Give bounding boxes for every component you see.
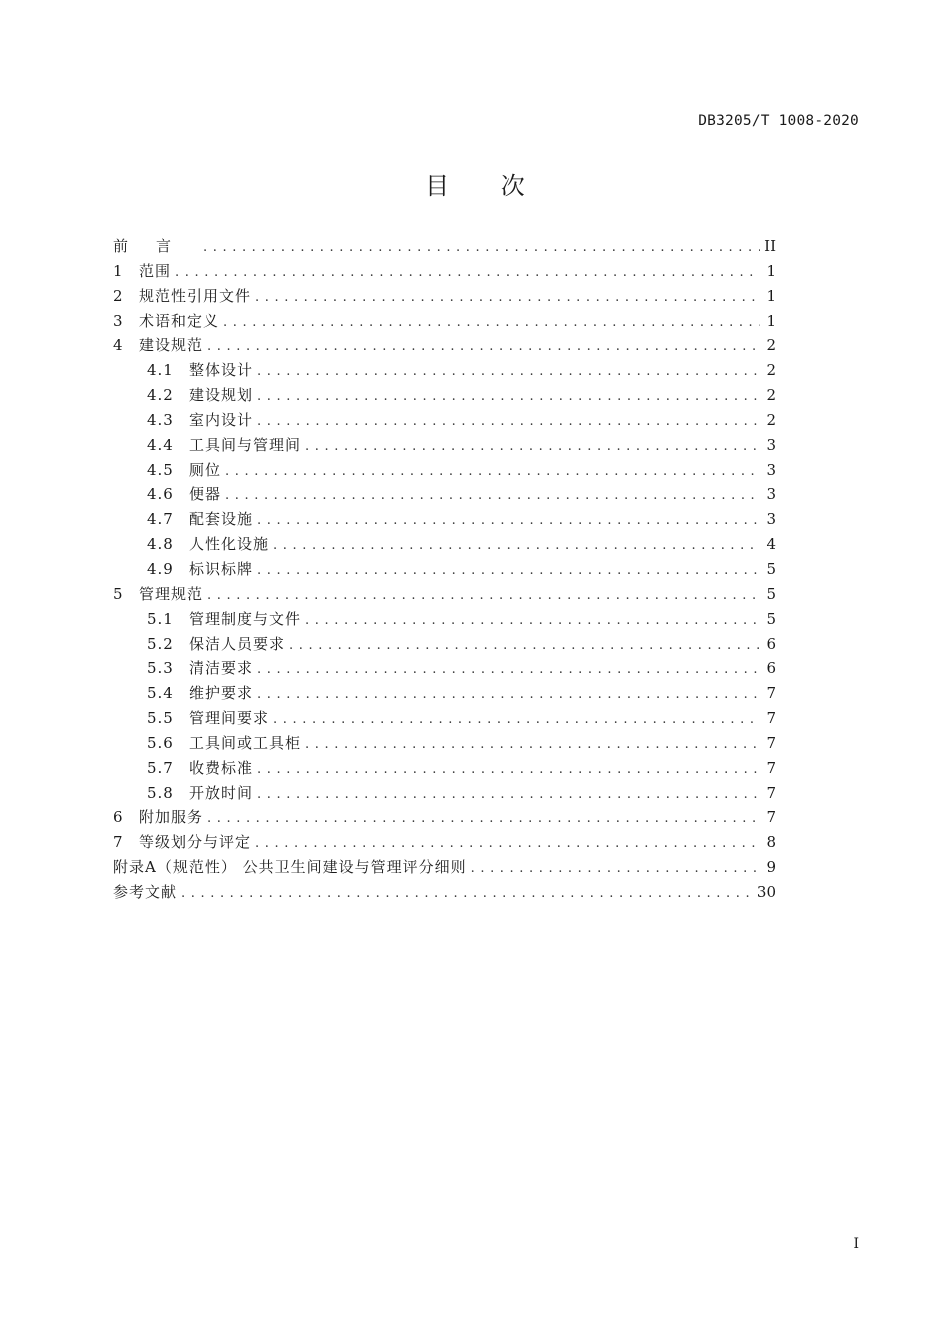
- page-title: 目 次: [425, 172, 547, 200]
- toc-entry-label: 范围: [139, 261, 172, 280]
- toc-entry-page: 8: [766, 833, 776, 852]
- toc-entry-page: 6: [766, 634, 776, 653]
- dot-leader: [257, 410, 760, 435]
- dot-leader: [255, 832, 760, 857]
- toc-entry-number: 4.1: [147, 361, 174, 380]
- toc-entry[interactable]: [113, 582, 776, 607]
- toc-entry[interactable]: [113, 781, 776, 806]
- toc-entry-label: 管理制度与文件: [189, 609, 302, 628]
- toc-entry[interactable]: [113, 805, 776, 830]
- dot-leader: [273, 534, 760, 559]
- table-of-contents: [113, 234, 776, 905]
- toc-entry-page: 7: [766, 758, 776, 777]
- toc-entry[interactable]: [113, 284, 776, 309]
- toc-entry[interactable]: [113, 358, 776, 383]
- toc-entry[interactable]: [113, 656, 776, 681]
- toc-entry[interactable]: [113, 408, 776, 433]
- toc-entry-page: 5: [766, 559, 776, 578]
- dot-leader: [305, 733, 760, 758]
- toc-entry-page: 5: [766, 609, 776, 628]
- toc-entry-number: 4.9: [147, 559, 174, 578]
- dot-leader: [223, 311, 760, 336]
- toc-entry-page: 4: [766, 535, 776, 554]
- toc-entry-label: 管理间要求: [189, 709, 270, 728]
- toc-entry-label: 工具间或工具柜: [189, 733, 302, 752]
- toc-entry[interactable]: [113, 706, 776, 731]
- toc-entry-label: 工具间与管理间: [189, 435, 302, 454]
- toc-entry-label: 前言: [113, 237, 200, 255]
- toc-entry-number: 4.8: [147, 535, 174, 554]
- toc-entry[interactable]: [113, 756, 776, 781]
- dot-leader: [175, 261, 760, 286]
- toc-entry-number: 4.4: [147, 435, 174, 454]
- toc-entry-number: 4.5: [147, 460, 174, 479]
- toc-entry-page: 3: [766, 510, 776, 529]
- toc-entry[interactable]: [113, 731, 776, 756]
- toc-entry-page: 2: [766, 386, 776, 405]
- dot-leader: [257, 360, 760, 385]
- toc-entry-page: 1: [766, 311, 776, 330]
- dot-leader: [207, 807, 760, 832]
- toc-entry-number: 7: [113, 833, 124, 852]
- toc-entry-label: 管理规范: [139, 584, 204, 603]
- toc-entry[interactable]: [113, 259, 776, 284]
- toc-entry[interactable]: [113, 532, 776, 557]
- page-number: I: [853, 1236, 859, 1252]
- toc-entry[interactable]: [113, 607, 776, 632]
- toc-entry-label: 附录A（规范性） 公共卫生间建设与管理评分细则: [113, 858, 467, 877]
- toc-entry-label: 清洁要求: [189, 659, 254, 678]
- toc-entry-number: 1: [113, 261, 124, 280]
- toc-entry-number: 5.5: [147, 709, 174, 728]
- toc-entry-page: 5: [766, 584, 776, 603]
- toc-entry[interactable]: [113, 458, 776, 483]
- toc-entry-label: 等级划分与评定: [139, 833, 252, 852]
- toc-entry-page: 9: [766, 858, 776, 877]
- dot-leader: [257, 559, 760, 584]
- toc-entry-label: 附加服务: [139, 808, 204, 827]
- toc-entry-page: 7: [766, 783, 776, 802]
- toc-entry-label: 整体设计: [189, 361, 254, 380]
- dot-leader: [207, 584, 760, 609]
- toc-entry-number: 3: [113, 311, 124, 330]
- toc-entry-label: 规范性引用文件: [139, 286, 252, 305]
- toc-entry[interactable]: [113, 681, 776, 706]
- toc-entry-page: 3: [766, 485, 776, 504]
- toc-entry-label: 建设规范: [139, 336, 204, 355]
- toc-entry[interactable]: [113, 234, 776, 259]
- dot-leader: [225, 460, 760, 485]
- toc-entry-number: 4.2: [147, 386, 174, 405]
- toc-entry[interactable]: [113, 855, 776, 880]
- toc-entry[interactable]: [113, 433, 776, 458]
- toc-entry-page: 7: [766, 808, 776, 827]
- toc-entry-number: 4.3: [147, 410, 174, 429]
- toc-entry-page: 2: [766, 361, 776, 380]
- toc-entry-label: 室内设计: [189, 410, 254, 429]
- toc-entry-label: 保洁人员要求: [189, 634, 286, 653]
- toc-entry[interactable]: [113, 482, 776, 507]
- toc-entry-number: 5.7: [147, 758, 174, 777]
- dot-leader: [257, 783, 760, 808]
- dot-leader: [181, 882, 753, 907]
- toc-entry-page: 1: [766, 261, 776, 280]
- toc-entry-number: 5.3: [147, 659, 174, 678]
- toc-entry[interactable]: [113, 557, 776, 582]
- dot-leader: [225, 484, 760, 509]
- toc-entry-label: 开放时间: [189, 783, 254, 802]
- dot-leader: [305, 435, 760, 460]
- toc-entry-label: 建设规划: [189, 386, 254, 405]
- toc-entry-label: 厕位: [189, 460, 222, 479]
- toc-entry-page: 7: [766, 733, 776, 752]
- toc-entry-page: 2: [766, 336, 776, 355]
- toc-entry-label: 参考文献: [113, 882, 178, 901]
- toc-entry-number: 6: [113, 808, 124, 827]
- dot-leader: [255, 286, 760, 311]
- toc-entry-number: 4.6: [147, 485, 174, 504]
- toc-entry-label: 收费标准: [189, 758, 254, 777]
- toc-entry-number: 2: [113, 286, 124, 305]
- toc-entry-page: 3: [766, 435, 776, 454]
- toc-entry-label: 标识标牌: [189, 559, 254, 578]
- dot-leader: [289, 634, 760, 659]
- toc-entry-number: 5.8: [147, 783, 174, 802]
- toc-entry-number: 4.7: [147, 510, 174, 529]
- toc-entry-number: 4: [113, 336, 124, 355]
- toc-entry-label: 维护要求: [189, 684, 254, 703]
- toc-entry-number: 5.4: [147, 684, 174, 703]
- toc-entry-number: 5.2: [147, 634, 174, 653]
- toc-entry-number: 5.6: [147, 733, 174, 752]
- toc-entry[interactable]: [113, 632, 776, 657]
- toc-entry-label: 术语和定义: [139, 311, 220, 330]
- toc-entry[interactable]: [113, 333, 776, 358]
- toc-entry[interactable]: [113, 507, 776, 532]
- dot-leader: [257, 683, 760, 708]
- toc-entry-label: 配套设施: [189, 510, 254, 529]
- toc-entry[interactable]: [113, 309, 776, 334]
- toc-entry-page: 6: [766, 659, 776, 678]
- toc-entry-label: 人性化设施: [189, 535, 270, 554]
- dot-leader: [257, 385, 760, 410]
- document-code: DB3205/T 1008-2020: [698, 113, 859, 129]
- dot-leader: [471, 857, 760, 882]
- dot-leader: [257, 658, 760, 683]
- toc-entry-page: 1: [766, 286, 776, 305]
- toc-entry-number: 5.1: [147, 609, 174, 628]
- toc-entry-page: 7: [766, 684, 776, 703]
- dot-leader: [207, 335, 760, 360]
- dot-leader: [273, 708, 760, 733]
- toc-entry-number: 5: [113, 584, 124, 603]
- toc-entry[interactable]: [113, 830, 776, 855]
- toc-entry[interactable]: [113, 880, 776, 905]
- dot-leader: [257, 509, 760, 534]
- toc-entry-page: 3: [766, 460, 776, 479]
- toc-entry-label: 便器: [189, 485, 222, 504]
- dot-leader: [305, 609, 760, 634]
- dot-leader: [203, 236, 760, 261]
- toc-entry-page: 7: [766, 709, 776, 728]
- toc-entry[interactable]: [113, 383, 776, 408]
- dot-leader: [257, 758, 760, 783]
- toc-entry-page: II: [764, 237, 776, 255]
- toc-entry-page: 2: [766, 410, 776, 429]
- toc-entry-page: 30: [756, 882, 776, 901]
